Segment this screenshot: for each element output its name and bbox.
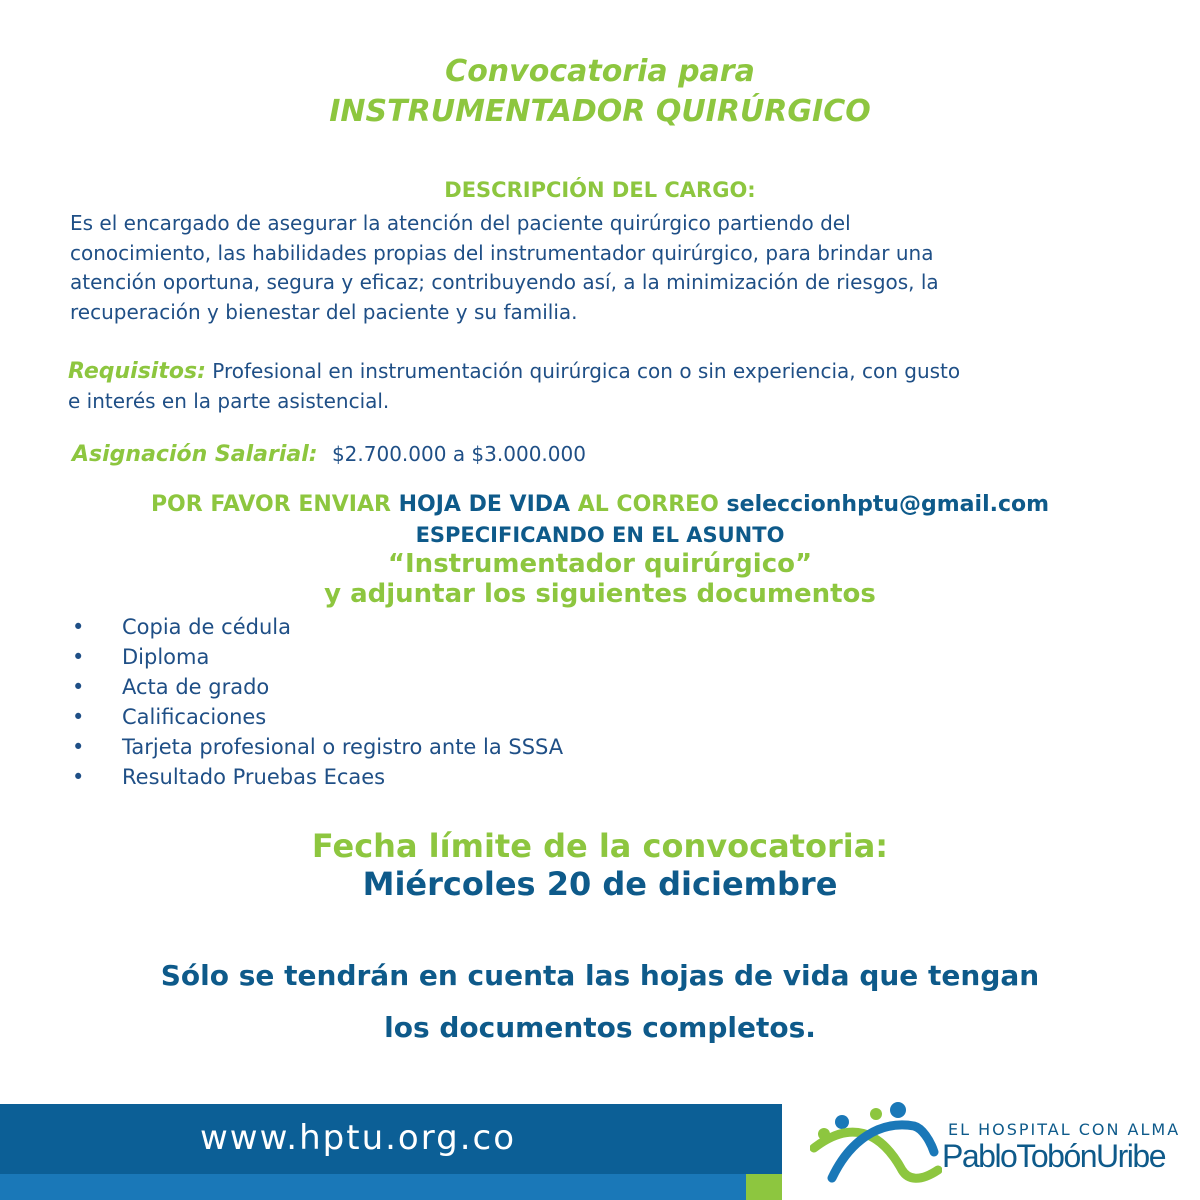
instructions-line-1 bbox=[0, 490, 1200, 520]
bullet: • bbox=[72, 645, 85, 669]
list-item bbox=[72, 732, 563, 762]
list-item bbox=[72, 672, 563, 702]
salary-label: Asignación Salarial: bbox=[72, 442, 318, 467]
hospital-logo-icon bbox=[810, 1100, 942, 1190]
deadline-label: Fecha límite de la convocatoria: bbox=[311, 827, 889, 865]
salary-block bbox=[72, 440, 872, 470]
instructions-line-4: y adjuntar los siguientes documentos bbox=[324, 579, 876, 609]
title-line-1: Convocatoria para bbox=[445, 54, 755, 89]
website-link[interactable]: www.hptu.org.co bbox=[200, 1118, 516, 1158]
requirements-line-2: e interés en la parte asistencial. bbox=[68, 388, 390, 413]
bullet: • bbox=[72, 705, 85, 729]
instructions-line-2: ESPECIFICANDO EN EL ASUNTO bbox=[415, 523, 785, 547]
email-link[interactable]: seleccionhptu@gmail.com bbox=[726, 492, 1050, 517]
logo-name: PabloTobónUribe bbox=[942, 1138, 1165, 1174]
instructions-part-1: POR FAVOR ENVIAR bbox=[150, 492, 399, 517]
salary-value: $2.700.000 a $3.000.000 bbox=[331, 442, 586, 466]
list-item-text: Calificaciones bbox=[122, 705, 267, 729]
notice-line-2: los documentos completos. bbox=[384, 1011, 816, 1044]
description-line: atención oportuna, segura y eficaz; contribuyendo así, a la minimización de riesgos, la bbox=[70, 270, 939, 294]
list-item-text: Tarjeta profesional o registro ante la SSSA bbox=[122, 735, 564, 759]
logo-tagline: EL HOSPITAL CON ALMA bbox=[948, 1120, 1181, 1139]
instructions-part-3: AL CORREO bbox=[570, 492, 727, 517]
list-item bbox=[72, 702, 563, 732]
bullet: • bbox=[72, 765, 85, 789]
description-line: recuperación y bienestar del paciente y su familia. bbox=[70, 299, 578, 324]
deadline-date: Miércoles 20 de diciembre bbox=[362, 865, 838, 903]
documents-list bbox=[72, 612, 563, 792]
notice-line-1: Sólo se tendrán en cuenta las hojas de vida que tengan bbox=[160, 959, 1040, 992]
bullet: • bbox=[72, 675, 85, 699]
title-line-2: INSTRUMENTADOR QUIRÚRGICO bbox=[329, 94, 871, 129]
requirements-line-1: Profesional en instrumentación quirúrgica con o sin experiencia, con gusto bbox=[212, 359, 961, 383]
list-item bbox=[72, 642, 563, 672]
requirements-block bbox=[68, 357, 1168, 416]
list-item bbox=[72, 612, 563, 642]
list-item bbox=[72, 762, 563, 792]
list-item-text: Diploma bbox=[122, 645, 210, 669]
instructions-part-2: HOJA DE VIDA bbox=[398, 492, 571, 517]
list-item-text: Copia de cédula bbox=[122, 615, 291, 639]
description-text bbox=[70, 209, 1150, 327]
footer-green-accent bbox=[746, 1174, 782, 1200]
list-item-text: Resultado Pruebas Ecaes bbox=[122, 765, 386, 789]
description-line: Es el encargado de asegurar la atención del paciente quirúrgico partiendo del bbox=[70, 211, 851, 235]
instructions-line-3: “Instrumentador quirúrgico” bbox=[387, 549, 813, 579]
footer-bar-stripe bbox=[0, 1174, 746, 1200]
bullet: • bbox=[72, 735, 85, 759]
requirements-label: Requisitos: bbox=[68, 359, 206, 384]
description-line: conocimiento, las habilidades propias del instrumentador quirúrgico, para brindar una bbox=[70, 240, 934, 265]
bullet: • bbox=[72, 615, 85, 639]
list-item-text: Acta de grado bbox=[122, 675, 270, 699]
description-heading: DESCRIPCIÓN DEL CARGO: bbox=[444, 178, 756, 202]
